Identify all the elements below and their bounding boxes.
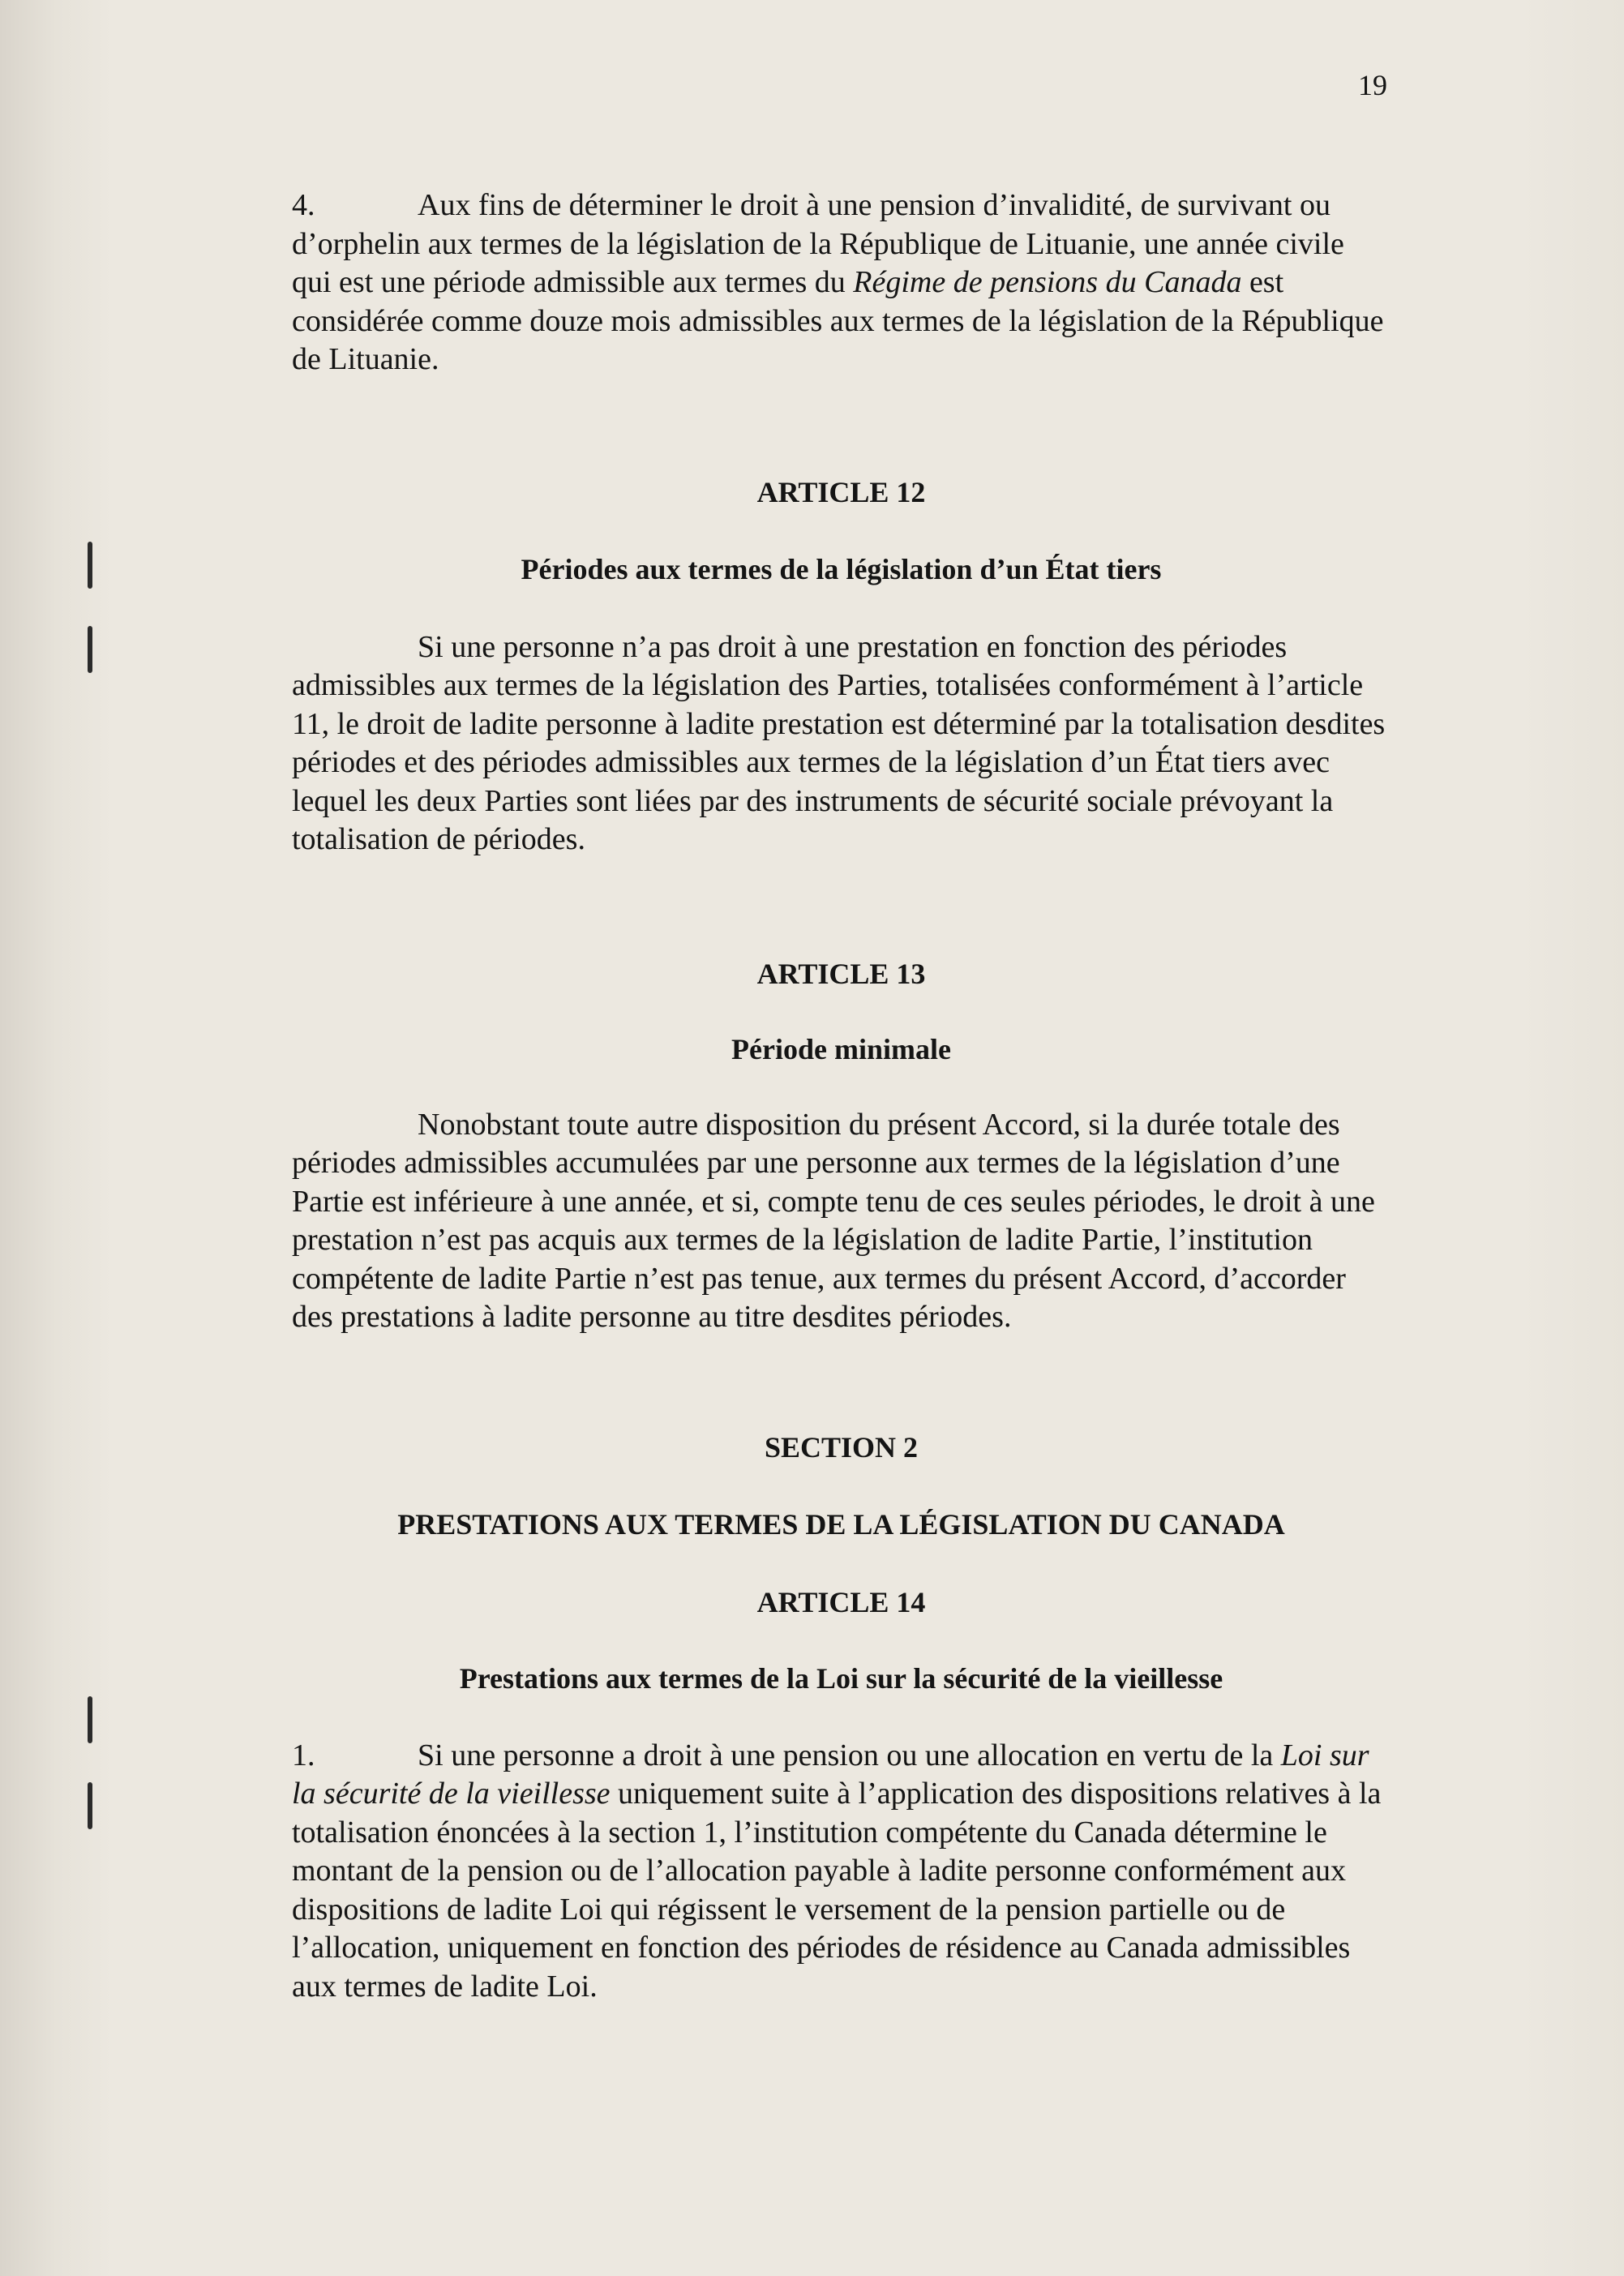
- page-number: 19: [1358, 69, 1387, 101]
- article-12-title: Périodes aux termes de la législation d’un État tiers: [521, 553, 1162, 585]
- italic-reference: Régime de pensions du Canada: [853, 265, 1242, 299]
- section-2-title: PRESTATIONS AUX TERMES DE LA LÉGISLATION DU CANADA: [397, 1508, 1285, 1541]
- paragraph-number: 4.: [292, 188, 315, 222]
- paragraph-number: 1.: [292, 1738, 315, 1772]
- article-14-title: Prestations aux termes de la Loi sur la sécurité de la vieillesse: [459, 1662, 1223, 1695]
- binding-mark: [88, 1782, 92, 1829]
- binding-mark: [88, 626, 92, 673]
- document-body: [292, 186, 1390, 2006]
- paragraph-4: 4. Aux fins de déterminer le droit à une pension d’invalidité, de survivant ou d’orphelin aux termes de la législation de la République de Lituanie, une année civile qui est une période admissible aux termes du Régime de pensions du Canada est considérée comme douze mois admissibles aux termes de la législation de la République de Lituanie.: [292, 188, 1384, 376]
- binding-mark: [88, 1696, 92, 1743]
- binding-mark: [88, 542, 92, 589]
- article-14-heading: ARTICLE 14: [756, 1585, 926, 1618]
- article-12-heading: ARTICLE 12: [756, 475, 926, 508]
- article-12-text: Si une personne n’a pas droit à une prestation en fonction des périodes admissibles aux termes de la législation des Parties, totalisées conformément à l’article 11, le droit de ladite personne à ladite prestation est déterminé par la totalisation desdites périodes et des périodes admissibles aux termes de la législation d’un État tiers avec lequel les deux Parties sont liées par des instruments de sécurité sociale prévoyant la totalisation de périodes.: [292, 629, 1386, 856]
- article-13-title: Période minimale: [731, 1033, 951, 1065]
- article-13-text: Nonobstant toute autre disposition du présent Accord, si la durée totale des périodes admissibles accumulées par une personne aux termes de la législation d’une Partie est inférieure à une année, et si, compte tenu de ces seules périodes, le droit à une prestation n’est pas acquis aux termes de la législation de ladite Partie, l’institution compétente de ladite Partie n’est pas tenue, aux termes du présent Accord, d’accorder des prestations à ladite personne au titre desdites périodes.: [292, 1107, 1375, 1334]
- article-13-heading: ARTICLE 13: [756, 957, 926, 990]
- section-2-heading: SECTION 2: [764, 1430, 919, 1464]
- italic-reference: Loi sur la sécurité de la vieillesse: [292, 1738, 1369, 1811]
- article-14-paragraph-1: 1. Si une personne a droit à une pension ou une allocation en vertu de la Loi sur la sécurité de la vieillesse uniquement suite à l’application des dispositions relatives à la totalisation énoncées à la section 1, l’institution compétente du Canada détermine le montant de la pension ou de l’allocation payable à ladite personne conformément aux dispositions de ladite Loi qui régissent le versement de la pension partielle ou de l’allocation, uniquement en fonction des périodes de résidence au Canada admissibles aux termes de ladite Loi.: [292, 1738, 1382, 2004]
